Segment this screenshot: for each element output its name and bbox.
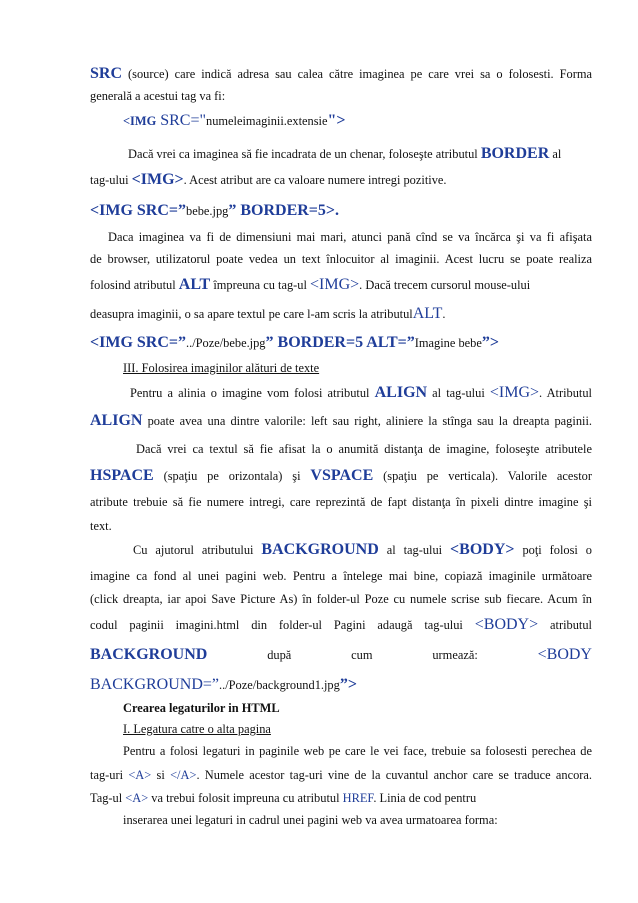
line-17: atribute trebuie să fie numere intregi, care reprezintă de fapt distanţa în pixeli dintre imagine şi [90, 495, 592, 509]
line-3-code: <IMG SRC="numeleimaginii.extensie"> [123, 112, 346, 129]
line-30: inserarea unei legaturi in cadrul unei pagini web va avea urmatoarea forma: [123, 813, 498, 827]
line-11-code: <IMG SRC=”../Poze/bebe.jpg” BORDER=5 ALT=”Imagine bebe”> [90, 334, 499, 351]
line-4: Dacă vrei ca imaginea să fie incadrata de un chenar, foloseşte atributul BORDER al [128, 145, 562, 162]
line-19: Cu ajutorul atributului BACKGROUND al tag-ului <BODY> poţi folosi o [133, 541, 592, 558]
line-2: generală a acestui tag va fi: [90, 89, 226, 103]
line-16: HSPACE (spaţiu pe orizontala) şi VSPACE (spaţiu pe verticala). Valorile acestor [90, 467, 592, 484]
line-10: deasupra imaginii, o sa apare textul pe care l-am scris la atributulALT. [90, 305, 446, 322]
line-8: de browser, utilizatorul poate vedea un text înlocuitor al imaginii. Acest lucru se poate realiza [90, 252, 592, 266]
line-23: BACKGROUND după cum urmează: <BODY [90, 646, 592, 663]
line-5: tag-ului <IMG>. Acest atribut are ca valoare numere intregi pozitive. [90, 171, 447, 188]
line-9: folosind atributul ALT împreuna cu tag-ul <IMG>. Dacă trecem cursorul mouse-ului [90, 276, 531, 293]
line-20: imagine ca fond al unei pagini web. Pentru a întelege mai bine, copiază imaginile următoare [90, 569, 592, 583]
line-1: SRC (source) care indică adresa sau calea către imaginea pe care vrei sa o folosesti. Forma [90, 65, 592, 82]
section-heading-link-to-page: I. Legatura catre o alta pagina [123, 722, 271, 736]
line-15: Dacă vrei ca textul să fie afisat la o anumită distanţa de imagine, foloseşte atributele [136, 442, 592, 456]
line-24-code: BACKGROUND=”../Poze/background1.jpg”> [90, 676, 357, 693]
line-18: text. [90, 519, 112, 533]
line-7: Daca imaginea va fi de dimensiuni mai mari, atunci pană cînd se va încărca şi va fi afişata [108, 230, 592, 244]
line-14: ALIGN poate avea una dintre valorile: left sau right, aliniere la stînga sau la dreapta paginii. [90, 412, 592, 429]
line-13: Pentru a alinia o imagine vom folosi atributul ALIGN al tag-ului <IMG>. Atributul [130, 384, 593, 401]
line-21: (click dreapta, iar apoi Save Picture As) în folder-ul Poze cu numele scrise sub fiecare. Acum în [90, 592, 592, 606]
chapter-heading-links: Crearea legaturilor in HTML [123, 701, 280, 715]
line-28: tag-uri <A> si </A>. Numele acestor tag-uri vine de la cuvantul anchor care se traduce ancora. [90, 768, 592, 782]
line-22: codul paginii imagini.html din folder-ul Pagini adaugă tag-ului <BODY> atributul [90, 616, 592, 633]
line-29: Tag-ul <A> va trebui folosit impreuna cu atributul HREF. Linia de cod pentru [90, 791, 477, 805]
line-6-code: <IMG SRC=”bebe.jpg” BORDER=5>. [90, 202, 340, 219]
section-heading-images-with-text: III. Folosirea imaginilor alături de texte [123, 361, 320, 375]
line-27: Pentru a folosi legaturi in paginile web pe care le vei face, trebuie sa folosesti perechea de [123, 744, 592, 758]
